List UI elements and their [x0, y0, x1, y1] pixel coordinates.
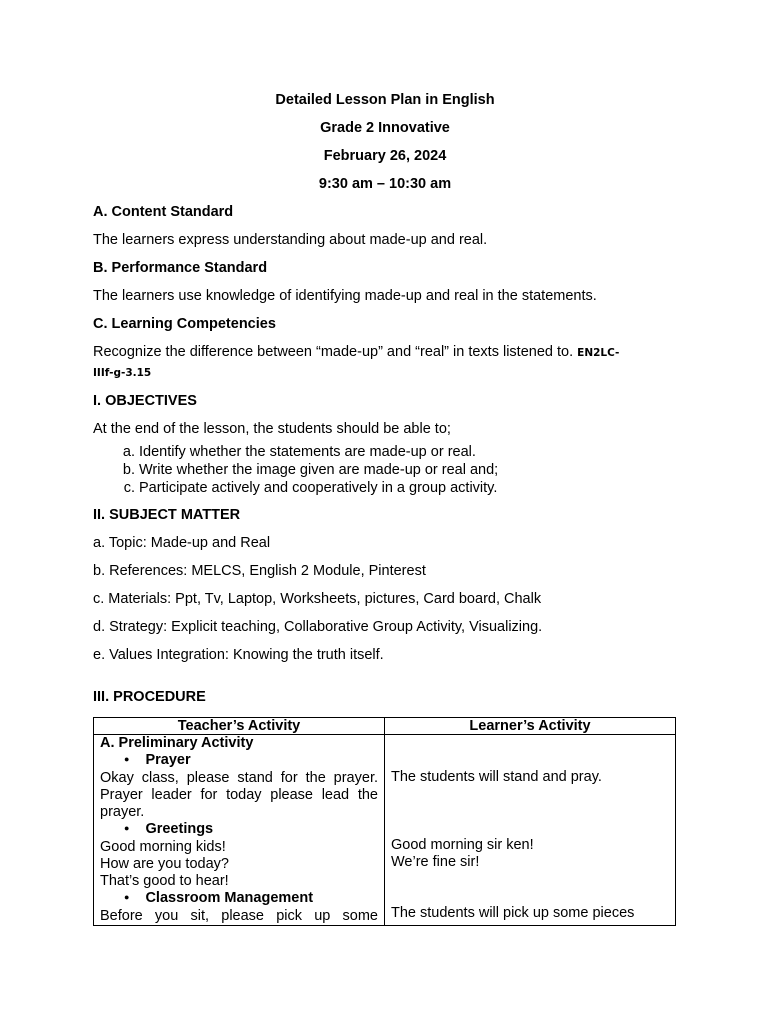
- subject-matter-topic: a. Topic: Made-up and Real: [93, 535, 271, 551]
- competencies-heading: C. Learning Competencies: [93, 316, 276, 332]
- competency-code-part-2: IIIf-g-3.15: [93, 367, 152, 379]
- greeting-teacher-line: Good morning kids!: [100, 839, 226, 855]
- objective-item: a. Identify whether the statements are made-up or real.: [139, 443, 677, 461]
- subject-matter-values: e. Values Integration: Knowing the truth itself.: [93, 647, 384, 663]
- greeting-teacher-line: That’s good to hear!: [100, 873, 229, 889]
- teacher-activity-header: Teacher’s Activity: [94, 718, 385, 735]
- competency-code-part-1: EN2LC-: [577, 347, 620, 359]
- greetings-bullet: ● Greetings: [100, 821, 378, 839]
- content-standard-heading: A. Content Standard: [93, 204, 234, 220]
- objective-item: b. Write whether the image given are made-up or real and;: [139, 461, 677, 479]
- objective-item: c. Participate actively and cooperatively in a group activity.: [139, 479, 677, 497]
- procedure-heading: III. PROCEDURE: [93, 689, 206, 705]
- prayer-teacher-text: Okay class, please stand for the prayer. Prayer leader for today please lead the prayer.: [100, 770, 378, 820]
- procedure-table: [93, 717, 676, 926]
- performance-standard-heading: B. Performance Standard: [93, 260, 268, 276]
- time-label: 9:30 am – 10:30 am: [318, 176, 452, 192]
- greeting-learner-line: We’re fine sir!: [391, 854, 480, 870]
- preliminary-activity-label: A. Preliminary Activity: [100, 735, 254, 751]
- subject-matter-materials: c. Materials: Ppt, Tv, Laptop, Worksheets, pictures, Card board, Chalk: [93, 591, 542, 607]
- objectives-heading: I. OBJECTIVES: [93, 393, 197, 409]
- table-header-row: [94, 718, 676, 735]
- document-title: Detailed Lesson Plan in English: [275, 92, 495, 108]
- date-label: February 26, 2024: [323, 148, 447, 164]
- objectives-intro: At the end of the lesson, the students should be able to;: [93, 421, 451, 437]
- objectives-list: [93, 443, 677, 497]
- grade-label: Grade 2 Innovative: [320, 120, 450, 136]
- competencies-sentence: Recognize the difference between “made-up” and “real” in texts listened to.: [93, 344, 574, 360]
- classroom-management-bullet: ● Classroom Management: [100, 890, 378, 908]
- performance-standard-text: The learners use knowledge of identifying made-up and real in the statements.: [93, 288, 597, 304]
- learner-activity-header: Learner’s Activity: [385, 718, 676, 735]
- classroom-management-teacher-text: Before you sit, please pick up some: [100, 908, 378, 924]
- greeting-learner-line: Good morning sir ken!: [391, 837, 534, 853]
- subject-matter-heading: II. SUBJECT MATTER: [93, 507, 241, 523]
- subject-matter-strategy: d. Strategy: Explicit teaching, Collaborative Group Activity, Visualizing.: [93, 619, 543, 635]
- prayer-learner-text: The students will stand and pray.: [391, 769, 602, 785]
- competencies-text: [93, 338, 677, 387]
- teacher-activity-cell: [94, 735, 385, 926]
- content-standard-text: The learners express understanding about made-up and real.: [93, 232, 488, 248]
- greeting-teacher-line: How are you today?: [100, 856, 229, 872]
- table-row: [94, 735, 676, 926]
- lesson-plan-page: [93, 86, 677, 926]
- classroom-management-learner-text: The students will pick up some pieces: [391, 905, 635, 921]
- subject-matter-references: b. References: MELCS, English 2 Module, Pinterest: [93, 563, 426, 579]
- prayer-bullet: ● Prayer: [100, 752, 378, 770]
- learner-activity-cell: [385, 735, 676, 926]
